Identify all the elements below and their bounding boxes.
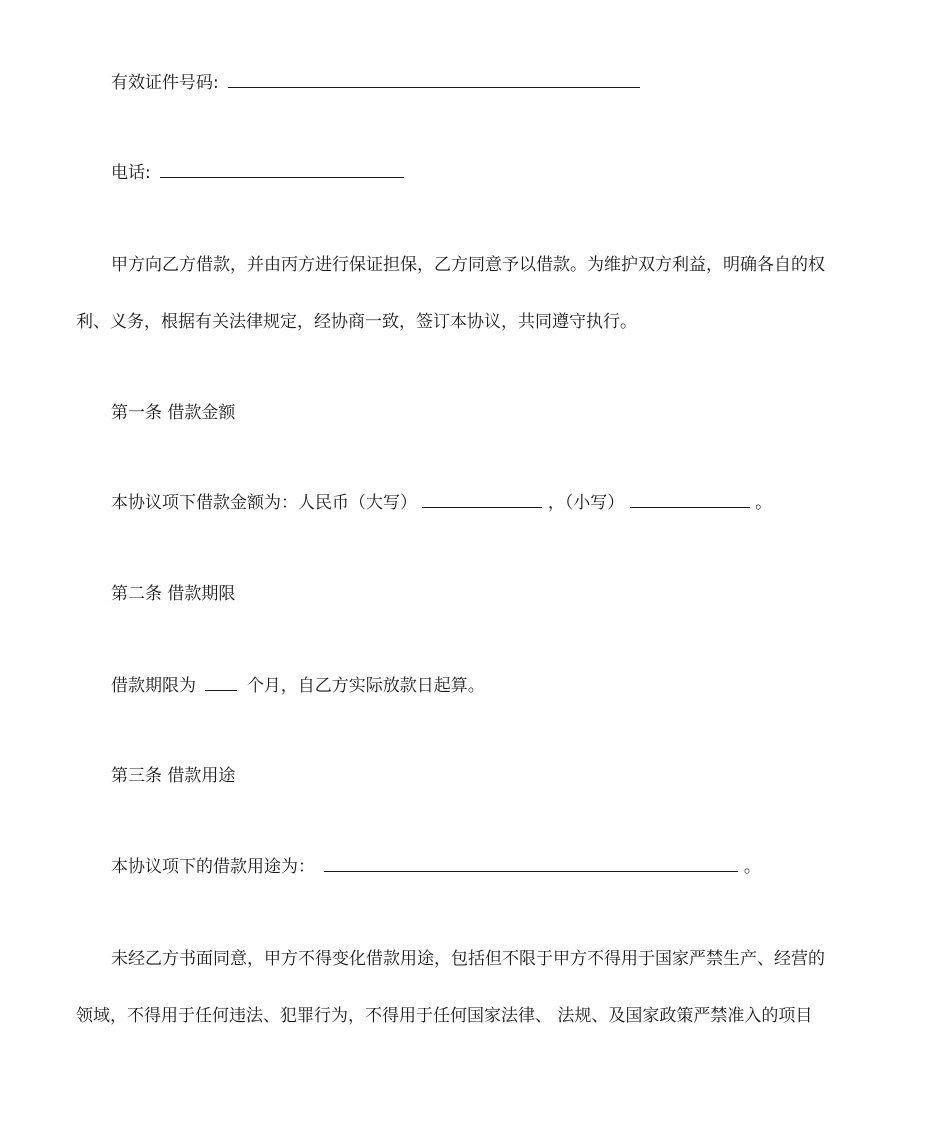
intro-text-2: 利、义务，根据有关法律规定，经协商一致，签订本协议，共同遵守执行。 — [76, 312, 637, 332]
phone-blank[interactable] — [160, 163, 404, 178]
loan-term-months-blank[interactable] — [205, 676, 237, 691]
article1-heading: 第一条 借款金额 — [111, 403, 236, 423]
article2-text-suffix: 个月，自乙方实际放款日起算。 — [246, 676, 485, 696]
article3-heading: 第三条 借款用途 — [111, 766, 236, 786]
id-number-blank[interactable] — [228, 73, 640, 88]
article3-restriction-line-2 — [76, 1006, 876, 1026]
intro-text-1: 甲方向乙方借款，并由丙方进行保证担保，乙方同意予以借款。为维护双方利益，明确各自的权 — [111, 255, 825, 275]
article3-restriction-line-1 — [111, 949, 873, 969]
restriction-text-2: 领域，不得用于任何违法、犯罪行为，不得用于任何国家法律、 法规、及国家政策严禁准入的项目 — [76, 1006, 813, 1026]
amount-lowercase-blank[interactable] — [630, 493, 750, 508]
article1-text-middle: ，（小写） — [547, 493, 625, 513]
amount-uppercase-blank[interactable] — [422, 493, 542, 508]
restriction-text-1: 未经乙方书面同意，甲方不得变化借款用途，包括但不限于甲方不得用于国家严禁生产、经营的 — [111, 949, 825, 969]
article1-text-prefix: 本协议项下借款金额为：人民币（大写） — [111, 493, 417, 513]
article3-text-suffix: 。 — [743, 857, 761, 877]
id-number-label: 有效证件号码: — [111, 73, 219, 93]
article3-text-prefix: 本协议项下的借款用途为： — [111, 857, 315, 877]
phone-label: 电话: — [111, 163, 151, 183]
article2-text-prefix: 借款期限为 — [111, 676, 196, 696]
article1-text-line — [111, 493, 911, 513]
intro-line-2 — [76, 312, 876, 332]
loan-purpose-blank[interactable] — [324, 857, 738, 872]
id-number-line — [111, 73, 911, 93]
intro-line-1 — [111, 255, 873, 275]
article2-heading: 第二条 借款期限 — [111, 584, 236, 604]
article2-text-line — [111, 676, 911, 696]
article3-purpose-line — [111, 857, 911, 877]
article1-text-suffix: 。 — [755, 493, 773, 513]
phone-line — [111, 163, 911, 183]
